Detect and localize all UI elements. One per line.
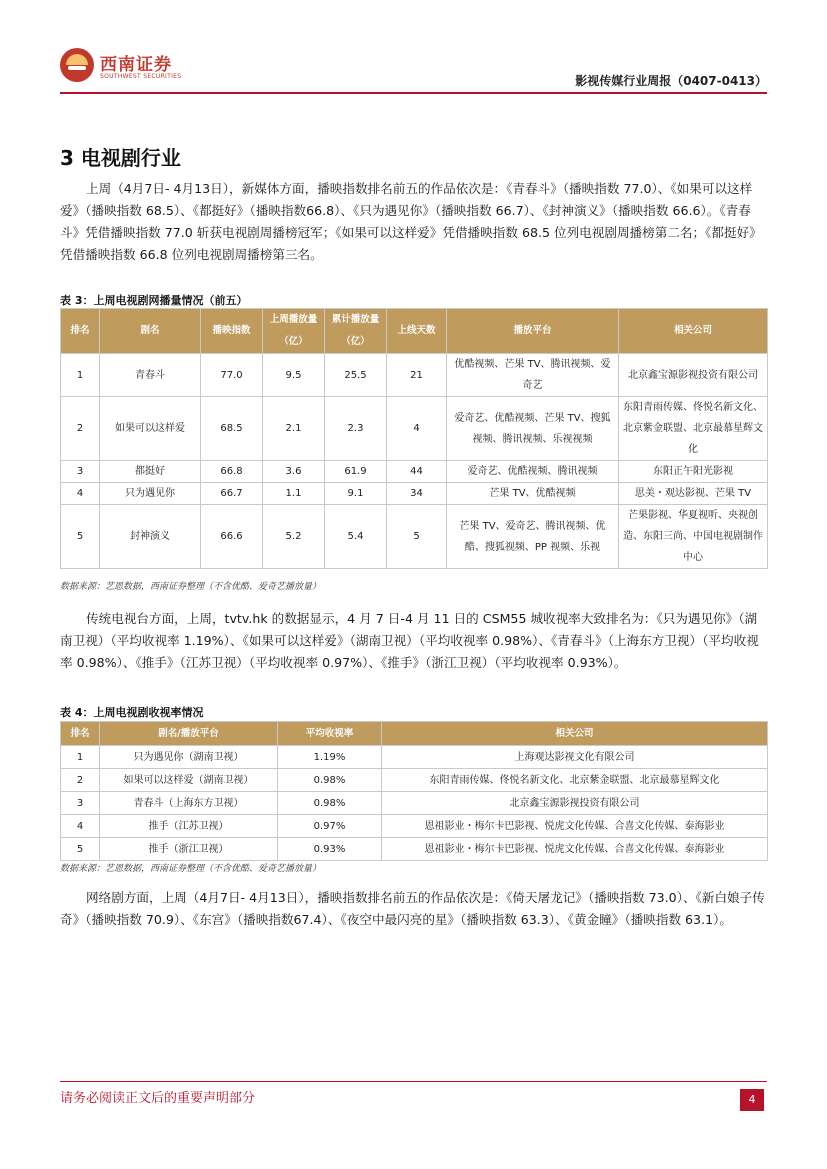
table-cell: 5 [61, 505, 100, 569]
table-cell: 68.5 [201, 397, 263, 461]
table-cell: 东阳青雨传媒、佟悦名新文化、北京紫金联盟、北京最慕星辉文化 [619, 397, 768, 461]
table3-header-cell: 相关公司 [619, 309, 768, 354]
table3-header-row [61, 309, 768, 354]
table-cell: 爱奇艺、优酷视频、腾讯视频 [447, 461, 619, 483]
table3-row [61, 483, 768, 505]
table3-row [61, 397, 768, 461]
table4-row [61, 838, 768, 861]
table-cell: 25.5 [325, 354, 387, 397]
table4-header-cell: 排名 [61, 722, 100, 746]
table-cell: 0.93% [278, 838, 382, 861]
table-cell: 0.97% [278, 815, 382, 838]
logo-emblem-icon [60, 48, 94, 82]
table-cell: 东阳青雨传媒、佟悦名新文化、北京紫金联盟、北京最慕星辉文化 [382, 769, 768, 792]
table4-row [61, 815, 768, 838]
table-cell: 恩祖影业・梅尔卡巴影视、悦虎文化传媒、合喜文化传媒、泰海影业 [382, 815, 768, 838]
table-cell: 推手（江苏卫视） [100, 815, 278, 838]
paragraph-web-series: 网络剧方面，上周（4月7日- 4月13日），播映指数排名前五的作品依次是：《倚天屠龙记》（播映指数 73.0）、《新白娘子传奇》（播映指数 70.9）、《东宫》（播映指数67.4）、《夜空中最闪亮的星》（播映指数 63.3）、《黄金瞳》（播映指数 63.1）。 [60, 890, 765, 927]
table-cell: 3 [61, 461, 100, 483]
table-cell: 5 [61, 838, 100, 861]
section-title: 3 电视剧行业 [60, 146, 181, 170]
paragraph-new-media: 上周（4月7日- 4月13日），新媒体方面，播映指数排名前五的作品依次是：《青春斗》（播映指数 77.0）、《如果可以这样爱》（播映指数 68.5）、《都挺好》（播映指数66.8）、《只为遇见你》（播映指数 66.7）、《封神演义》（播映指数 66.6）。《青春斗》凭借播映指数 77.0 斩获电视剧周播榜冠军；《如果可以这样爱》凭借播映指数 68.5 位列电视剧周播榜第二名；《都挺好》凭借播映指数 66.8 位列电视剧周播榜第三名。 [60, 181, 762, 262]
table3-row [61, 505, 768, 569]
table-cell: 2 [61, 397, 100, 461]
table-cell: 9.1 [325, 483, 387, 505]
table-cell: 4 [61, 815, 100, 838]
table4-row [61, 746, 768, 769]
table-cell: 北京鑫宝源影视投资有限公司 [619, 354, 768, 397]
table-cell: 2 [61, 769, 100, 792]
table4-row [61, 769, 768, 792]
table3-online-views [60, 308, 768, 569]
table-cell: 2.3 [325, 397, 387, 461]
table-cell: 0.98% [278, 769, 382, 792]
table-cell: 只为遇见你（湖南卫视） [100, 746, 278, 769]
table-cell: 1.1 [263, 483, 325, 505]
table-cell: 66.7 [201, 483, 263, 505]
paragraph-tv-stations: 传统电视台方面，上周，tvtv.hk 的数据显示，4 月 7 日-4 月 11 日的 CSM55 城收视率大致排名为：《只为遇见你》（湖南卫视）（平均收视率 1.19%）、《如果可以这样爱》（湖南卫视）（平均收视率 0.98%）、《青春斗》（上海东方卫视）（平均收视率 0.98%）、《推手》（江苏卫视）（平均收视率 0.97%）、《推手》（浙江卫视）（平均收视率 0.93%）。 [60, 611, 759, 670]
table-cell: 61.9 [325, 461, 387, 483]
table-cell: 青春斗（上海东方卫视） [100, 792, 278, 815]
table-cell: 1 [61, 746, 100, 769]
table3-title: 表 3：上周电视剧网播量情况（前五） [60, 294, 248, 307]
table3-source: 数据来源：艺恩数据，西南证券整理（不含优酷、爱奇艺播放量） [60, 582, 322, 592]
table-cell: 3 [61, 792, 100, 815]
table-cell: 青春斗 [100, 354, 201, 397]
table-cell: 5 [387, 505, 447, 569]
table-cell: 都挺好 [100, 461, 201, 483]
table-cell: 封神演义 [100, 505, 201, 569]
table-cell: 77.0 [201, 354, 263, 397]
table3-header-cell: 累计播放量（亿） [325, 309, 387, 354]
table3-header-cell: 排名 [61, 309, 100, 354]
table-cell: 0.98% [278, 792, 382, 815]
logo-en-text: SOUTHWEST SECURITIES [100, 73, 182, 80]
table-cell: 66.8 [201, 461, 263, 483]
table-cell: 1 [61, 354, 100, 397]
table3-row [61, 461, 768, 483]
company-logo [60, 46, 200, 86]
table-cell: 恩祖影业・梅尔卡巴影视、悦虎文化传媒、合喜文化传媒、泰海影业 [382, 838, 768, 861]
table3-header-cell: 播放平台 [447, 309, 619, 354]
table-cell: 2.1 [263, 397, 325, 461]
table-cell: 上海观达影视文化有限公司 [382, 746, 768, 769]
disclaimer-note: 请务必阅读正文后的重要声明部分 [60, 1091, 256, 1106]
table-cell: 爱奇艺、优酷视频、芒果 TV、搜狐视频、腾讯视频、乐视视频 [447, 397, 619, 461]
table-cell: 芒果影视、华夏视听、央视创造、东阳三尚、中国电视剧制作中心 [619, 505, 768, 569]
table-cell: 5.4 [325, 505, 387, 569]
table-cell: 如果可以这样爱 [100, 397, 201, 461]
header-divider [60, 92, 767, 94]
table-cell: 34 [387, 483, 447, 505]
table-cell: 思美・观达影视、芒果 TV [619, 483, 768, 505]
table-cell: 芒果 TV、优酷视频 [447, 483, 619, 505]
report-title: 影视传媒行业周报（0407-0413） [575, 74, 767, 88]
table-cell: 4 [387, 397, 447, 461]
table-cell: 44 [387, 461, 447, 483]
page-number: 4 [740, 1089, 764, 1111]
table-cell: 5.2 [263, 505, 325, 569]
table-cell: 推手（浙江卫视） [100, 838, 278, 861]
table-cell: 北京鑫宝源影视投资有限公司 [382, 792, 768, 815]
table3-row [61, 354, 768, 397]
table3-header-cell: 上周播放量（亿） [263, 309, 325, 354]
table3-header-cell: 剧名 [100, 309, 201, 354]
table-cell: 如果可以这样爱（湖南卫视） [100, 769, 278, 792]
table4-header-row [61, 722, 768, 746]
table3-header-cell: 上线天数 [387, 309, 447, 354]
logo-cn-text: 西南证券 [100, 55, 172, 75]
table4-header-cell: 平均收视率 [278, 722, 382, 746]
table4-source: 数据来源：艺恩数据，西南证券整理（不含优酷、爱奇艺播放量） [60, 864, 322, 874]
table-cell: 9.5 [263, 354, 325, 397]
table4-row [61, 792, 768, 815]
table3-header-cell: 播映指数 [201, 309, 263, 354]
table-cell: 优酷视频、芒果 TV、腾讯视频、爱奇艺 [447, 354, 619, 397]
table4-title: 表 4：上周电视剧收视率情况 [60, 706, 204, 719]
table-cell: 4 [61, 483, 100, 505]
table-cell: 芒果 TV、爱奇艺、腾讯视频、优酷、搜狐视频、PP 视频、乐视 [447, 505, 619, 569]
footer-divider [60, 1081, 767, 1082]
table-cell: 3.6 [263, 461, 325, 483]
table-cell: 66.6 [201, 505, 263, 569]
table-cell: 只为遇见你 [100, 483, 201, 505]
table-cell: 1.19% [278, 746, 382, 769]
table-cell: 东阳正午阳光影视 [619, 461, 768, 483]
table-cell: 21 [387, 354, 447, 397]
table4-header-cell: 相关公司 [382, 722, 768, 746]
table4-ratings [60, 721, 768, 861]
table4-header-cell: 剧名/播放平台 [100, 722, 278, 746]
